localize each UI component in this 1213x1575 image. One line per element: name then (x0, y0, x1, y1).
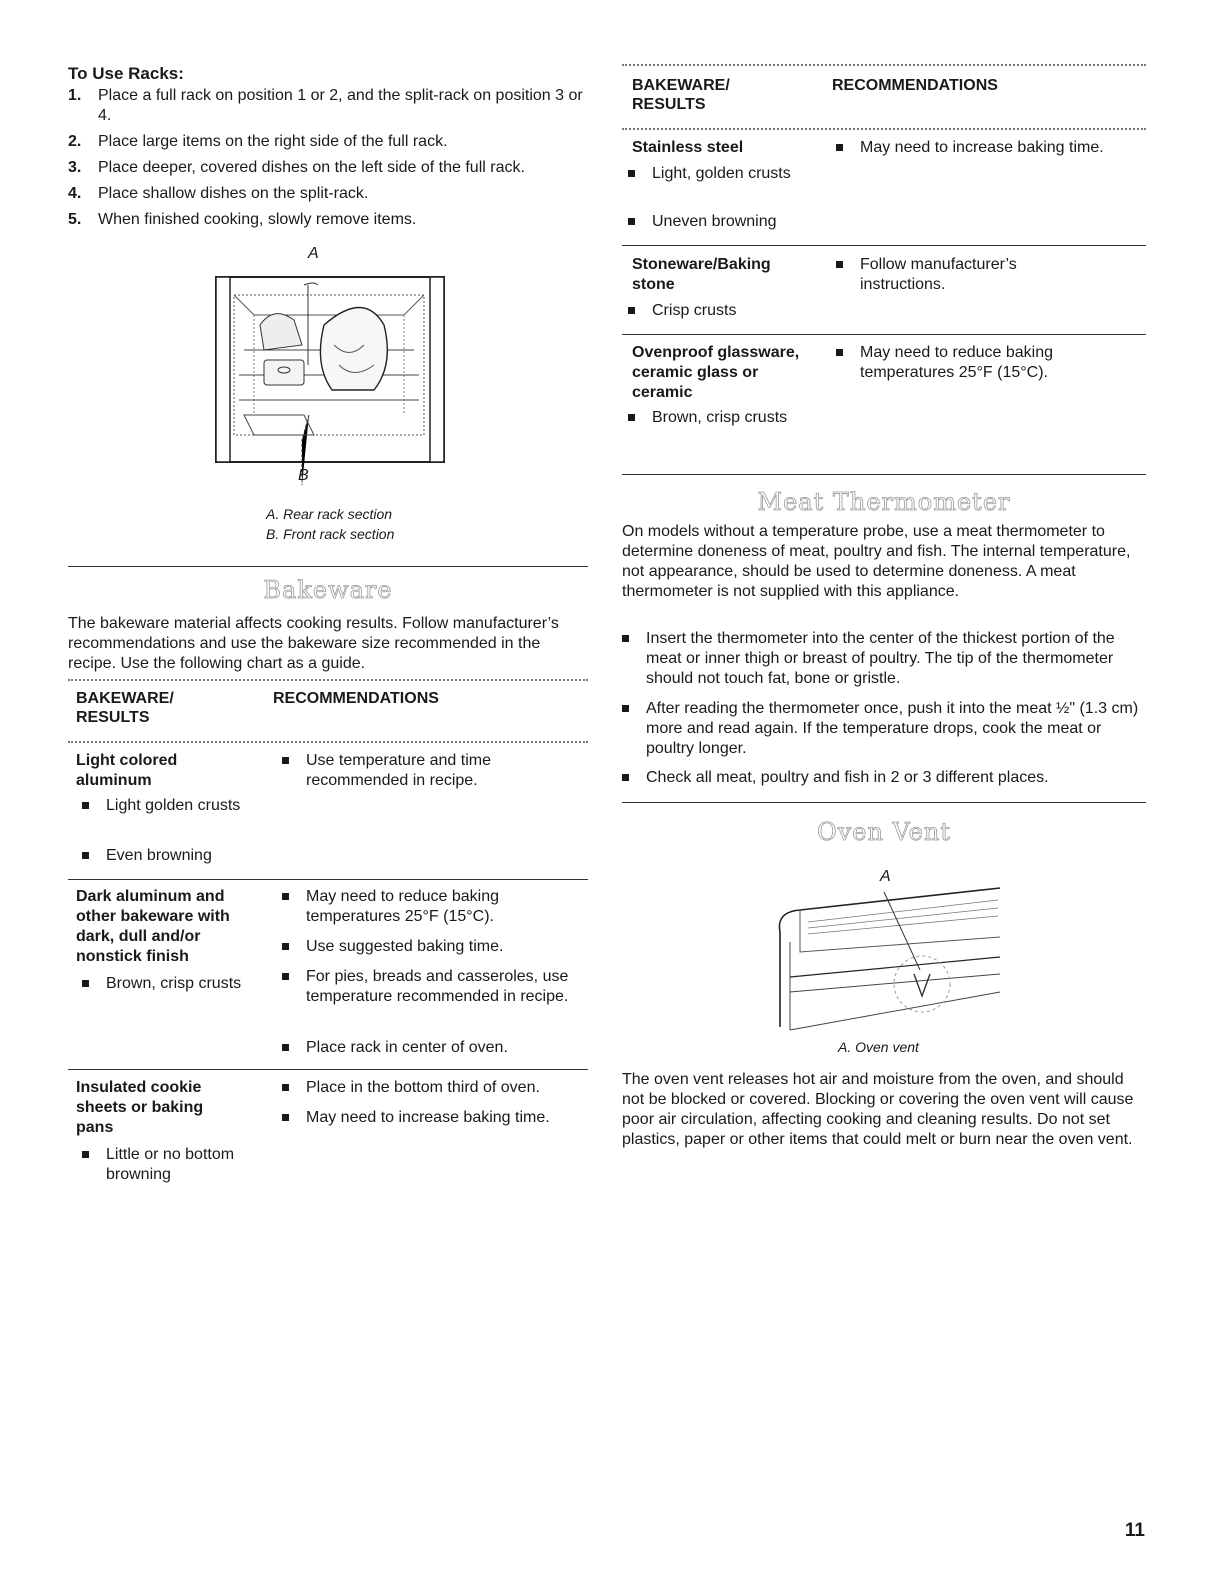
meat-bullet: Insert the thermometer into the center of the thickest portion of the meat or inner thigh or breast of poultry. The tip of the thermometer should not touch fat, bone or gristle. (616, 629, 1146, 689)
section-divider (622, 802, 1146, 803)
step-number: 4. (68, 185, 82, 202)
table-header-rule (68, 741, 588, 743)
table-top-rule (68, 679, 588, 681)
section-divider (622, 474, 1146, 475)
recommendation-item: Place rack in center of oven. (276, 1038, 586, 1058)
material-name: Dark aluminum and other bakeware with dark, dull and/or nonstick finish (76, 888, 230, 965)
oven-rack-illustration (214, 265, 454, 495)
result-item: Brown, crisp crusts (622, 408, 792, 428)
meat-thermometer-title: Meat Thermometer (757, 488, 1011, 516)
rack-steps (68, 86, 588, 236)
step-number: 3. (68, 159, 82, 176)
oven-vent-figure (772, 868, 1002, 1033)
result-item: Little or no bottom browning (76, 1145, 266, 1185)
col-header-recommendations: RECOMMENDATIONS (832, 77, 998, 94)
recommendation-item: May need to reduce baking temperatures 25°F (15°C). (830, 343, 1110, 383)
col-header-bakeware: BAKEWARE/ RESULTS (632, 77, 730, 113)
material-name: Stainless steel (632, 139, 744, 156)
vent-text: The oven vent releases hot air and moisture from the oven, and should not be blocked or covered. Blocking or covering the oven vent will cause poor air circulation, affecting cooking and cleaning results. Do not set plastics, paper or other items that could melt or burn near the oven vent. (622, 1071, 1134, 1148)
result-item: Light, golden crusts (622, 164, 802, 184)
oven-vent-illustration (772, 882, 1002, 1032)
recommendation-item: Use temperature and time recommended in recipe. (276, 751, 556, 791)
rack-step (68, 184, 588, 204)
meat-bullet: After reading the thermometer once, push it into the meat ½" (1.3 cm) more and read again. If the temperature drops, cook the meat or poultry longer. (616, 699, 1146, 759)
meat-bullet: Check all meat, poultry and fish in 2 or 3 different places. (616, 768, 1146, 788)
result-item: Light golden crusts (76, 796, 256, 816)
oven-vent-title: Oven Vent (817, 818, 951, 846)
step-number: 1. (68, 87, 82, 104)
recommendation-item: Use suggested baking time. (276, 937, 586, 957)
recommendation-item: May need to increase baking time. (276, 1108, 596, 1128)
vent-label-a: A (880, 868, 891, 885)
recommendation-item: May need to increase baking time. (830, 138, 1170, 158)
figure-label-a: A (308, 245, 319, 262)
figure-label-b: B (298, 467, 309, 484)
bakeware-intro: The bakeware material affects cooking results. Follow manufacturer’s recommendations and use the bakeware size recommended in the recipe. Use the following chart as a guide. (68, 615, 559, 672)
section-divider (68, 566, 588, 567)
material-name: Light colored aluminum (76, 752, 178, 789)
recommendation-item: May need to reduce baking temperatures 25°F (15°C). (276, 887, 556, 927)
step-text: When finished cooking, slowly remove items. (98, 211, 417, 228)
vent-caption: A. Oven vent (838, 1039, 919, 1055)
step-text: Place deeper, covered dishes on the left side of the full rack. (98, 159, 525, 176)
rack-step (68, 158, 588, 178)
table-top-rule (622, 64, 1146, 66)
step-text: Place a full rack on position 1 or 2, and the split-rack on position 3 or 4. (98, 87, 583, 124)
recommendation-item: Place in the bottom third of oven. (276, 1078, 596, 1098)
rack-step (68, 210, 588, 230)
step-text: Place large items on the right side of the full rack. (98, 133, 448, 150)
material-name: Insulated cookie sheets or baking pans (76, 1079, 204, 1136)
rack-step (68, 86, 588, 126)
bakeware-title: Bakeware (263, 576, 393, 604)
step-text: Place shallow dishes on the split-rack. (98, 185, 369, 202)
recommendation-item: Follow manufacturer’s instructions. (830, 255, 1090, 295)
col-header-bakeware: BAKEWARE/ RESULTS (76, 690, 174, 726)
recommendation-item: For pies, breads and casseroles, use temperature recommended in recipe. (276, 967, 586, 1007)
step-number: 5. (68, 211, 82, 228)
row-divider (68, 1069, 588, 1070)
oven-rack-figure (214, 245, 454, 485)
row-divider (68, 879, 588, 880)
col-header-recommendations: RECOMMENDATIONS (273, 690, 439, 707)
result-item: Brown, crisp crusts (76, 974, 246, 994)
rack-step (68, 132, 588, 152)
step-number: 2. (68, 133, 82, 150)
page-number: 11 (1124, 1520, 1145, 1541)
meat-intro: On models without a temperature probe, use a meat thermometer to determine doneness of meat, poultry and fish. The internal temperature, not appearance, should be used to determine doneness. A meat thermometer is not supplied with this appliance. (622, 523, 1131, 600)
row-divider (622, 245, 1146, 246)
material-name: Stoneware/Baking stone (632, 256, 771, 293)
figure-caption-a: A. Rear rack section (266, 506, 393, 522)
material-name: Ovenproof glassware, ceramic glass or ceramic (632, 344, 800, 401)
racks-title: To Use Racks: (68, 64, 184, 83)
result-item: Crisp crusts (622, 301, 822, 321)
result-item: Even browning (76, 846, 276, 866)
figure-caption-b: B. Front rack section (266, 526, 395, 542)
row-divider (622, 334, 1146, 335)
result-item: Uneven browning (622, 212, 842, 232)
table-header-rule (622, 128, 1146, 130)
